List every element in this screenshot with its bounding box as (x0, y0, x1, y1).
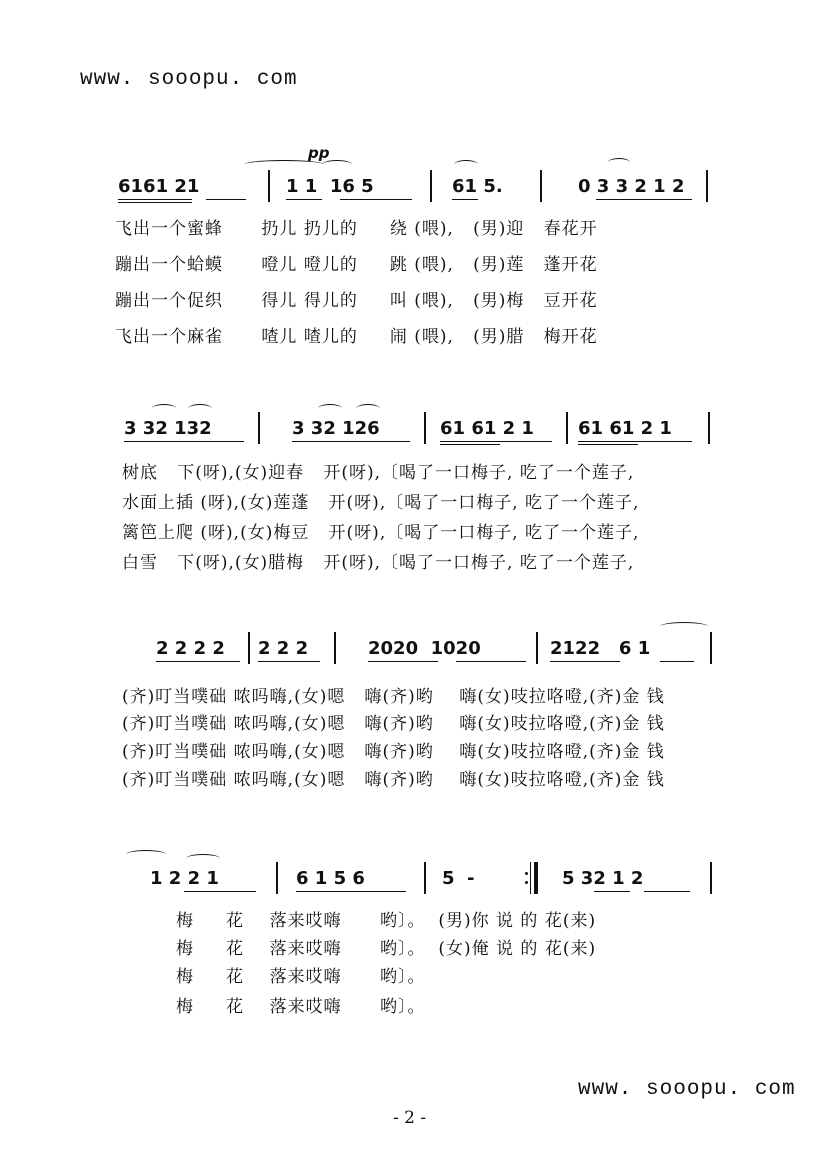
lyric-line: 飞出一个蜜蜂 扔儿 扔儿的 绕 (喂), (男)迎 春花开 (115, 219, 598, 239)
barline (424, 862, 426, 894)
underline-mark (578, 444, 638, 445)
measure-2: 3 32 126 (292, 418, 380, 439)
measure-4: 2122 6 1 (550, 638, 651, 659)
barline (268, 170, 270, 202)
underline-mark (440, 444, 500, 445)
underline-mark (206, 199, 246, 200)
lyric-line: 水面上插 (呀),(女)莲蓬 开(呀),〔喝了一口梅子, 吃了一个莲子, (122, 493, 640, 513)
slur-mark (186, 854, 220, 863)
barline (566, 412, 568, 444)
lyric-line: 篱笆上爬 (呀),(女)梅豆 开(呀),〔喝了一口梅子, 吃了一个莲子, (122, 523, 640, 543)
measure-4: 61 61 2 1 (578, 418, 672, 439)
measure-1: 1 2 2 1 (150, 868, 219, 889)
tie-mark (126, 850, 166, 859)
underline-mark (594, 891, 630, 892)
barline (710, 632, 712, 664)
barline (710, 862, 712, 894)
slur-mark (356, 404, 380, 413)
tie-mark (660, 622, 708, 631)
measure-1: 6161 21 (118, 176, 200, 197)
lyric-line: 树底 下(呀),(女)迎春 开(呀),〔喝了一口梅子, 吃了一个莲子, (122, 463, 635, 483)
barline (334, 632, 336, 664)
notation-line (0, 632, 826, 662)
underline-mark (596, 199, 692, 200)
slur-mark (322, 160, 352, 169)
measure-2: 6 1 5 6 (296, 868, 365, 889)
notation-line (0, 862, 826, 892)
measure-2: 1 1 16 5 (286, 176, 374, 197)
lyric-line: 梅 花 落来哎嗨 哟〕。 (女)俺 说 的 花(来) (176, 939, 597, 959)
measure-3: 5 - (442, 868, 475, 889)
measure-3: 2020 1020 (368, 638, 481, 659)
dynamic-marking: pp (308, 144, 330, 162)
notation-line (0, 412, 826, 442)
measure-3: 61 61 2 1 (440, 418, 534, 439)
barline (706, 170, 708, 202)
underline-mark (368, 661, 438, 662)
barline (248, 632, 250, 664)
page-number: - 2 - (393, 1108, 427, 1128)
repeat-barline (526, 862, 540, 894)
watermark-url-bottom: www. sooopu. com (578, 1078, 796, 1101)
lyric-line: (齐)叮当噗础 哝吗嗨,(女)嗯 嗨(齐)哟 嗨(女)吱拉咯噔,(齐)金 钱 (122, 714, 665, 734)
measure-4: 5 32 1 2 (562, 868, 644, 889)
underline-mark (440, 441, 552, 442)
barline (430, 170, 432, 202)
underline-mark (578, 441, 692, 442)
underline-mark (550, 661, 620, 662)
lyric-line: 蹦出一个蛤蟆 噔儿 噔儿的 跳 (喂), (男)莲 蓬开花 (115, 255, 598, 275)
underline-mark (118, 199, 192, 200)
lyric-line: 梅 花 落来哎嗨 哟〕。 (男)你 说 的 花(来) (176, 911, 597, 931)
underline-mark (340, 199, 412, 200)
lyric-line: (齐)叮当噗础 哝吗嗨,(女)嗯 嗨(齐)哟 嗨(女)吱拉咯噔,(齐)金 钱 (122, 742, 665, 762)
slur-mark (152, 404, 176, 413)
measure-4: 0 3 3 2 1 2 (578, 176, 685, 197)
underline-mark (292, 441, 410, 442)
lyric-line: 梅 花 落来哎嗨 哟〕。 (176, 967, 426, 987)
slur-mark (608, 158, 630, 167)
measure-1: 3 32 132 (124, 418, 212, 439)
lyric-line: 蹦出一个促织 得儿 得儿的 叫 (喂), (男)梅 豆开花 (115, 291, 598, 311)
underline-mark (660, 661, 694, 662)
measure-1: 2 2 2 2 (156, 638, 225, 659)
lyric-line: 梅 花 落来哎嗨 哟〕。 (176, 997, 426, 1017)
slur-mark (188, 404, 212, 413)
slur-mark (318, 404, 342, 413)
measure-3: 61 5. (452, 176, 503, 197)
slur-mark (454, 160, 478, 169)
underline-mark (286, 199, 322, 200)
measure-2: 2 2 2 (258, 638, 309, 659)
underline-mark (184, 891, 256, 892)
barline (708, 412, 710, 444)
lyric-line: 飞出一个麻雀 喳儿 喳儿的 闹 (喂), (男)腊 梅开花 (115, 327, 598, 347)
barline (276, 862, 278, 894)
barline (540, 170, 542, 202)
barline (536, 632, 538, 664)
underline-mark (296, 891, 406, 892)
lyric-line: (齐)叮当噗础 哝吗嗨,(女)嗯 嗨(齐)哟 嗨(女)吱拉咯噔,(齐)金 钱 (122, 770, 665, 790)
underline-mark (156, 661, 240, 662)
underline-mark (456, 661, 526, 662)
tie-mark (244, 160, 324, 169)
watermark-url-top: www. sooopu. com (80, 68, 298, 91)
underline-mark (258, 661, 320, 662)
underline-mark (644, 891, 690, 892)
notation-line (0, 144, 826, 200)
underline-mark (118, 202, 192, 203)
underline-mark (452, 199, 478, 200)
lyric-line: (齐)叮当噗础 哝吗嗨,(女)嗯 嗨(齐)哟 嗨(女)吱拉咯噔,(齐)金 钱 (122, 687, 665, 707)
underline-mark (124, 441, 244, 442)
barline (258, 412, 260, 444)
lyric-line: 白雪 下(呀),(女)腊梅 开(呀),〔喝了一口梅子, 吃了一个莲子, (122, 553, 635, 573)
barline (424, 412, 426, 444)
